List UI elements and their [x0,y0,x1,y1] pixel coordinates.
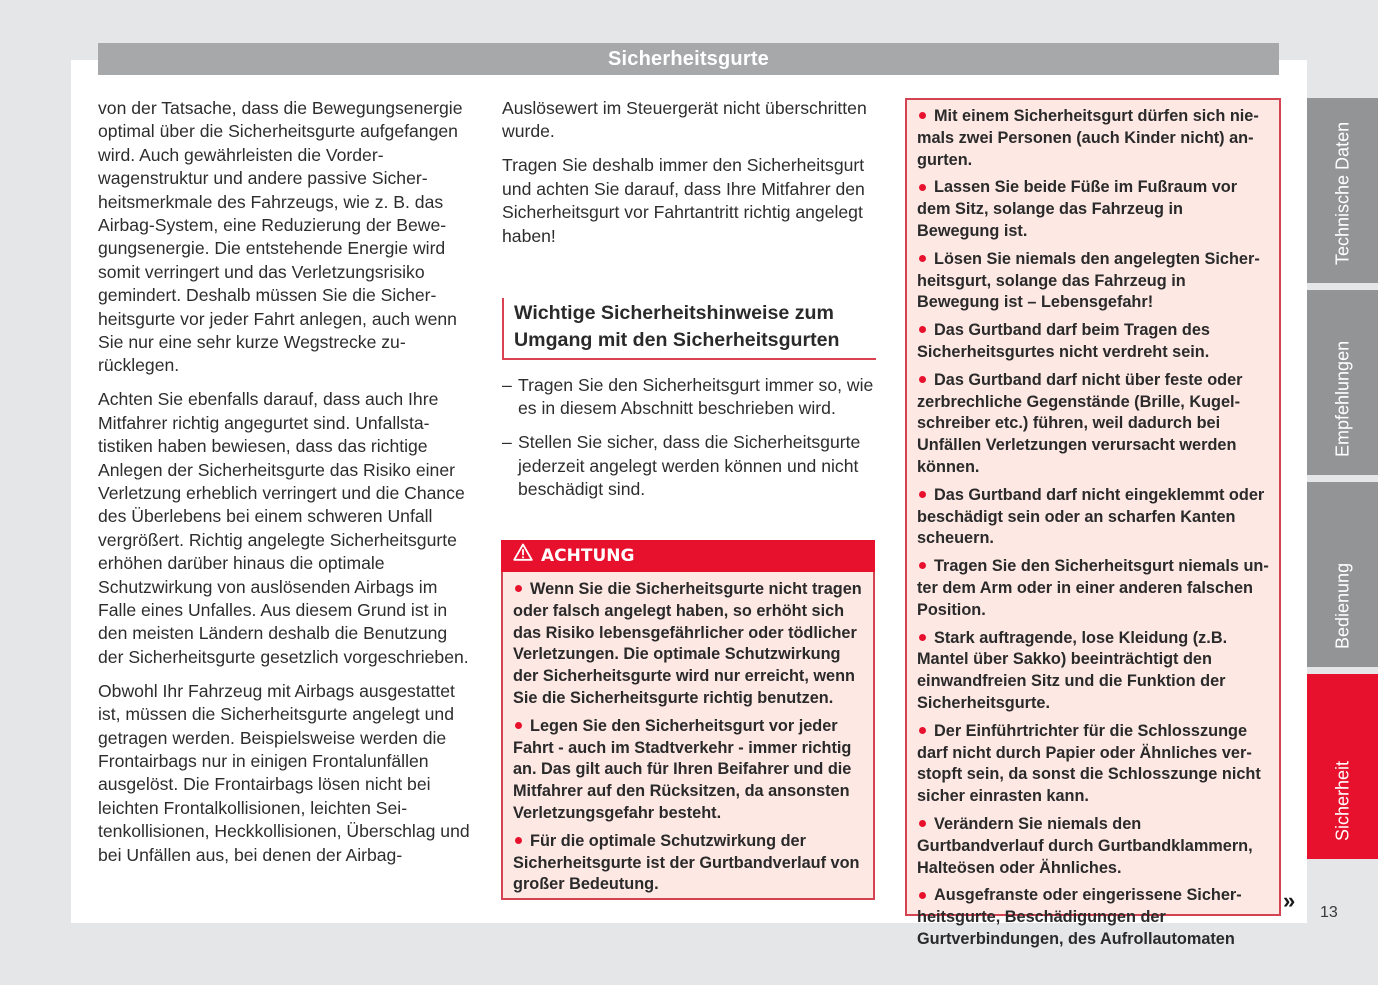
warning-box [501,540,875,900]
warning-item-text: Wenn Sie die Sicherheitsgurte nicht tragen oder falsch angelegt haben, so erhöht sich das Risiko lebensgefährlicher oder tödlicher Verletzungen. Die optimale Schutzwirkung der Sicherheitsgurte wird nur erreicht, wenn Sie die Sicherheitsgurte richtig benutzen. [513,580,862,707]
warning-item-text: Lassen Sie beide Füße im Fußraum vor dem Sitz, solange das Fahrzeug in Bewegung ist. [917,178,1238,240]
warning-item-text: Verändern Sie niemals den Gurtbandverlauf durch Gurtbandklammern, Halteösen oder Ähnliches. [917,814,1253,877]
bullet-icon [919,820,926,827]
bullet-icon [919,112,926,119]
section-header: Sicherheitsgurte [98,43,1279,75]
dash-marker: – [502,374,512,395]
bullet-icon [919,326,926,333]
bullet-icon [919,562,926,569]
warning-item-text: Das Gurtband darf nicht über feste oder zerbrechliche Gegenstände (Brille, Kugelschreiber etc.) führen, weil dadurch bei Unfällen Verletzungen verursacht werden können. [917,370,1243,476]
body-paragraph: Auslösewert im Steuergerät nicht überschritten wurde. [502,98,867,142]
warning-item-text: Legen Sie den Sicherheitsgurt vor jeder Fahrt - auch im Stadtverkehr - immer richtig an. Das gilt auch für Ihren Beifahrer und die Mitfahrer auf den Rücksitzen, da ansonsten Verletzungsgefahr besteht. [513,716,852,822]
warning-item-text: Das Gurtband darf nicht eingeklemmt oder beschädigt sein oder an scharfen Kanten scheuern. [917,485,1265,548]
bullet-icon [919,491,926,498]
list-item-text: Tragen Sie den Sicherheitsgurt immer so, wie es in diesem Abschnitt beschrieben wird. [518,374,874,419]
warning-item-text: Ausgefranste oder eingerissene Sicherheitsgurte, Beschädigungen der Gurtverbindungen, des Aufrollautomaten [917,886,1242,948]
continue-arrow-icon: » [1283,888,1296,913]
warning-item-text: Tragen Sie den Sicherheitsgurt niemals unter dem Arm oder in einer anderen falschen Position. [917,557,1269,619]
warning-item [917,249,1269,314]
warning-item-text: Stark auftragende, lose Kleidung (z.B. Mantel über Sakko) beeinträchtigt den einwandfreien Sitz und die Funktion der Sicherheitsgurte. [917,628,1228,712]
warning-item [917,628,1269,715]
bullet-icon [515,837,522,844]
warning-item-text: Mit einem Sicherheitsgurt dürfen sich niemals zwei Personen (auch Kinder nicht) angurten. [917,107,1259,169]
side-tab-empfehlungen[interactable] [1307,290,1378,475]
bullet-icon [515,585,522,592]
warning-item [917,721,1269,808]
warning-item [917,106,1269,171]
instruction-list [502,374,876,502]
warning-item [513,831,863,896]
page-number: 13 [1320,904,1338,921]
warning-item [917,556,1269,621]
warning-box-continued [905,98,1281,948]
warning-item [917,814,1269,879]
side-tab-sicherheit[interactable] [1307,674,1378,859]
bullet-icon [919,892,926,899]
bullet-icon [919,184,926,191]
warning-item [513,579,863,710]
section-heading: Wichtige Sicherheitshinweise zum Umgang mit den Sicherheitsgurten [502,298,876,360]
warning-item [917,320,1269,364]
warning-item-text: Lösen Sie niemals den angelegten Sicherheitsgurt, solange das Fahrzeug in Bewegung ist – Lebensgefahr! [917,249,1260,312]
left-column [98,97,476,878]
warning-header [501,540,875,572]
side-tab-label: Technische Daten [1332,121,1352,265]
warning-item [917,885,1269,950]
list-item-text: Stellen Sie sicher, dass die Sicherheitsgurte jederzeit angelegt werden können und nicht beschädigt sind. [518,432,861,500]
warning-item [513,716,863,825]
side-tab-label: Bedienung [1332,562,1352,649]
side-tab-label: Sicherheit [1332,760,1352,841]
body-paragraph: Achten Sie ebenfalls darauf, dass auch Ihre Mitfahrer richtig angegurtet sind. Unfallstatistiken haben bewiesen, dass das richtige Anlegen der Sicherheitsgurte das Risiko einer Verletzung erheblich verringert und die Chance des Überlebens bei einem schweren Unfall vergrößert. Richtig angelegte Sicherheitsgurte erhöhen darüber hinaus die optimale Schutzwirkung von auslösenden Airbags im Falle eines Unfalles. Aus diesem Grund ist in den meisten Ländern deshalb die Benutzung der Sicherheitsgurte gesetzlich vorgeschrieben. [98,389,469,667]
body-paragraph: Tragen Sie deshalb immer den Sicherheitsgurt und achten Sie darauf, dass Ihre Mitfahrer den Sicherheitsgurt vor Fahrtantritt richtig angelegt haben! [502,155,865,246]
warning-triangle-icon [513,540,541,573]
side-tab-label: Empfehlungen [1332,340,1352,457]
list-item [502,431,876,501]
body-paragraph: Obwohl Ihr Fahrzeug mit Airbags ausgestattet ist, müssen die Sicherheitsgurte angelegt und getragen werden. Beispielsweise werden die Frontairbags nur in einigen Frontalunfällen ausgelöst. Die Frontairbags lösen nicht bei leichten Frontalkollisionen, leichten Seitenkollisionen, Heckkollisionen, Überschlag und bei Unfällen aus, bei denen der Airbag- [98,680,470,865]
warning-title: ACHTUNG [541,545,635,566]
side-tab-technische-daten[interactable] [1307,98,1378,283]
bullet-icon [919,634,926,641]
bullet-icon [919,255,926,262]
bullet-icon [919,727,926,734]
body-paragraph: von der Tatsache, dass die Bewegungsenergie optimal über die Sicherheitsgurte aufgefangen wird. Auch gewährleisten die Vorderwagenstruktur und andere passive Sicherheitsmerkmale des Fahrzeugs, wie z. B. das Airbag-System, eine Reduzierung der Bewegungsenergie. Die entstehende Energie wird somit verringert und das Verletzungsrisiko gemindert. Deshalb müssen Sie die Sicherheitsgurte vor jeder Fahrt anlegen, auch wenn Sie nur eine sehr kurze Wegstrecke zurücklegen. [98,98,463,376]
bullet-icon [515,722,522,729]
list-item [502,374,876,421]
dash-marker: – [502,432,512,453]
middle-column [502,97,876,512]
warning-item-text: Der Einführtrichter für die Schlosszunge darf nicht durch Papier oder Ähnliches verstopft sein, da sonst die Schlosszunge nicht sicher einrasten kann. [917,721,1261,806]
warning-item [917,177,1269,242]
warning-item [917,370,1269,479]
warning-item [917,485,1269,550]
bullet-icon [919,376,926,383]
warning-item-text: Für die optimale Schutzwirkung der Sicherheitsgurte ist der Gurtbandverlauf von großer Bedeutung. [513,831,860,894]
warning-item-text: Das Gurtband darf beim Tragen des Sicherheitsgurtes nicht verdreht sein. [917,321,1210,361]
side-tab-bedienung[interactable] [1307,482,1378,667]
